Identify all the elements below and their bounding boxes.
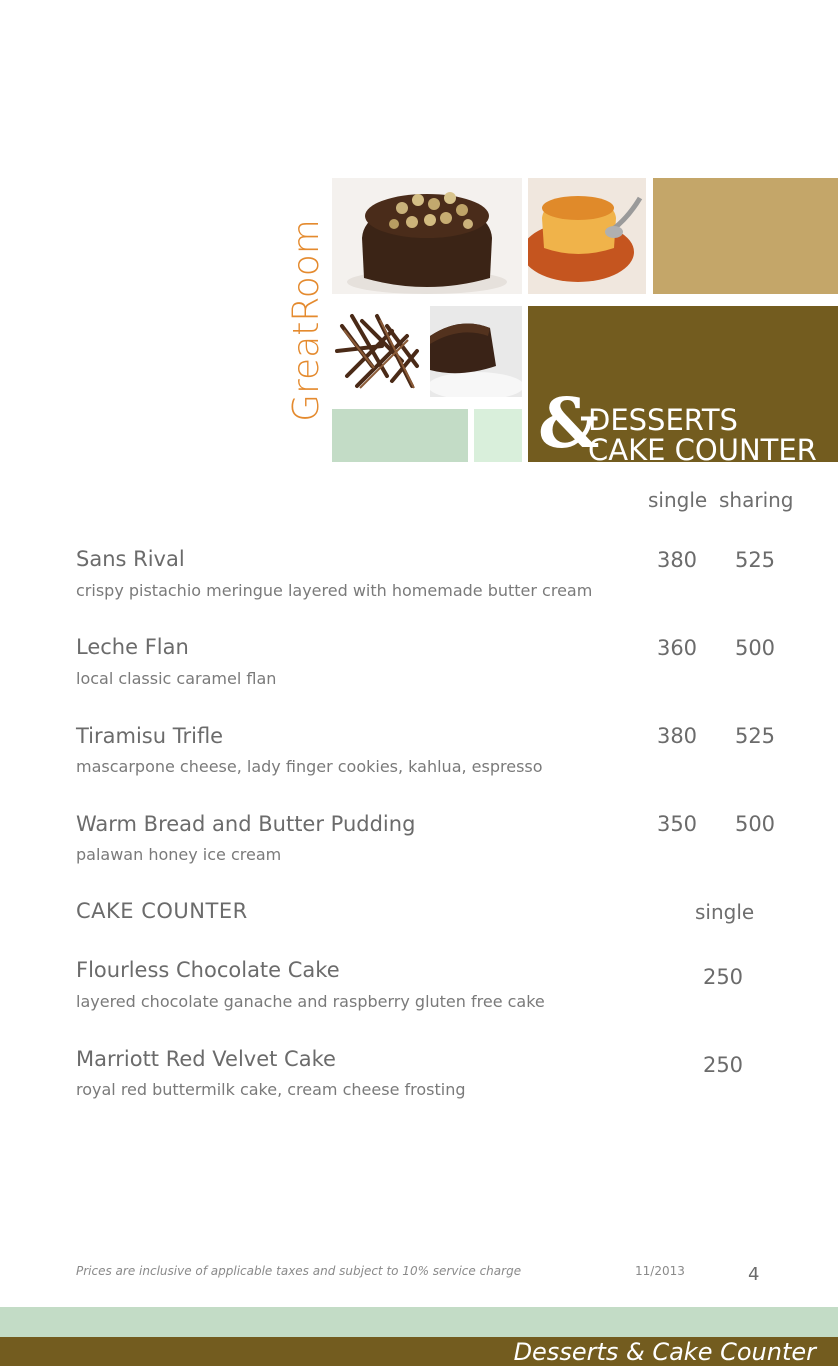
page-number: 4 [748, 1264, 760, 1285]
item-name: Warm Bread and Butter Pudding [76, 812, 416, 836]
item-name: Sans Rival [76, 547, 185, 571]
footer-band-mint [0, 1307, 838, 1337]
title-cake-counter: CAKE COUNTER [588, 433, 817, 467]
photo-chocolate-curls [332, 306, 423, 397]
brand-text: GreatRoom [285, 219, 327, 422]
item-description: royal red buttermilk cake, cream cheese frosting [76, 1080, 466, 1099]
price-single: 380 [656, 724, 698, 748]
item-name: Leche Flan [76, 635, 189, 659]
column-header-sharing: sharing [719, 488, 794, 512]
item-description: local classic caramel flan [76, 669, 277, 688]
price-sharing: 500 [734, 812, 776, 836]
price-single: 250 [702, 965, 744, 989]
footer-section-title: Desserts & Cake Counter [513, 1338, 816, 1366]
item-description: mascarpone cheese, lady finger cookies, kahlua, espresso [76, 757, 543, 776]
price-single: 250 [702, 1053, 744, 1077]
item-description: palawan honey ice cream [76, 845, 282, 864]
item-name: Tiramisu Trifle [76, 724, 224, 748]
light-mint-color-block [474, 409, 522, 462]
price-sharing: 525 [734, 548, 776, 572]
item-name: Flourless Chocolate Cake [76, 958, 340, 982]
item-name: Marriott Red Velvet Cake [76, 1047, 336, 1071]
price-footnote: Prices are inclusive of applicable taxes and subject to 10% service charge [76, 1264, 522, 1278]
photo-chocolate-slice [430, 306, 522, 397]
gold-color-block [653, 178, 838, 294]
photo-leche-flan [528, 178, 646, 294]
price-single: 360 [656, 636, 698, 660]
price-sharing: 500 [734, 636, 776, 660]
section-title-cake-counter: CAKE COUNTER [76, 899, 248, 923]
photo-chocolate-cake [332, 178, 522, 294]
title-ampersand: & [538, 384, 600, 464]
column-header-single: single [648, 488, 708, 512]
brand-logo [286, 178, 326, 463]
price-sharing: 525 [734, 724, 776, 748]
title-desserts: DESSERTS [588, 403, 738, 437]
price-single: 350 [656, 812, 698, 836]
item-description: crispy pistachio meringue layered with homemade butter cream [76, 581, 593, 600]
price-single: 380 [656, 548, 698, 572]
menu-date: 11/2013 [635, 1264, 685, 1278]
mint-color-block [332, 409, 468, 462]
item-description: layered chocolate ganache and raspberry gluten free cake [76, 992, 545, 1011]
column-header-single: single [695, 900, 755, 924]
